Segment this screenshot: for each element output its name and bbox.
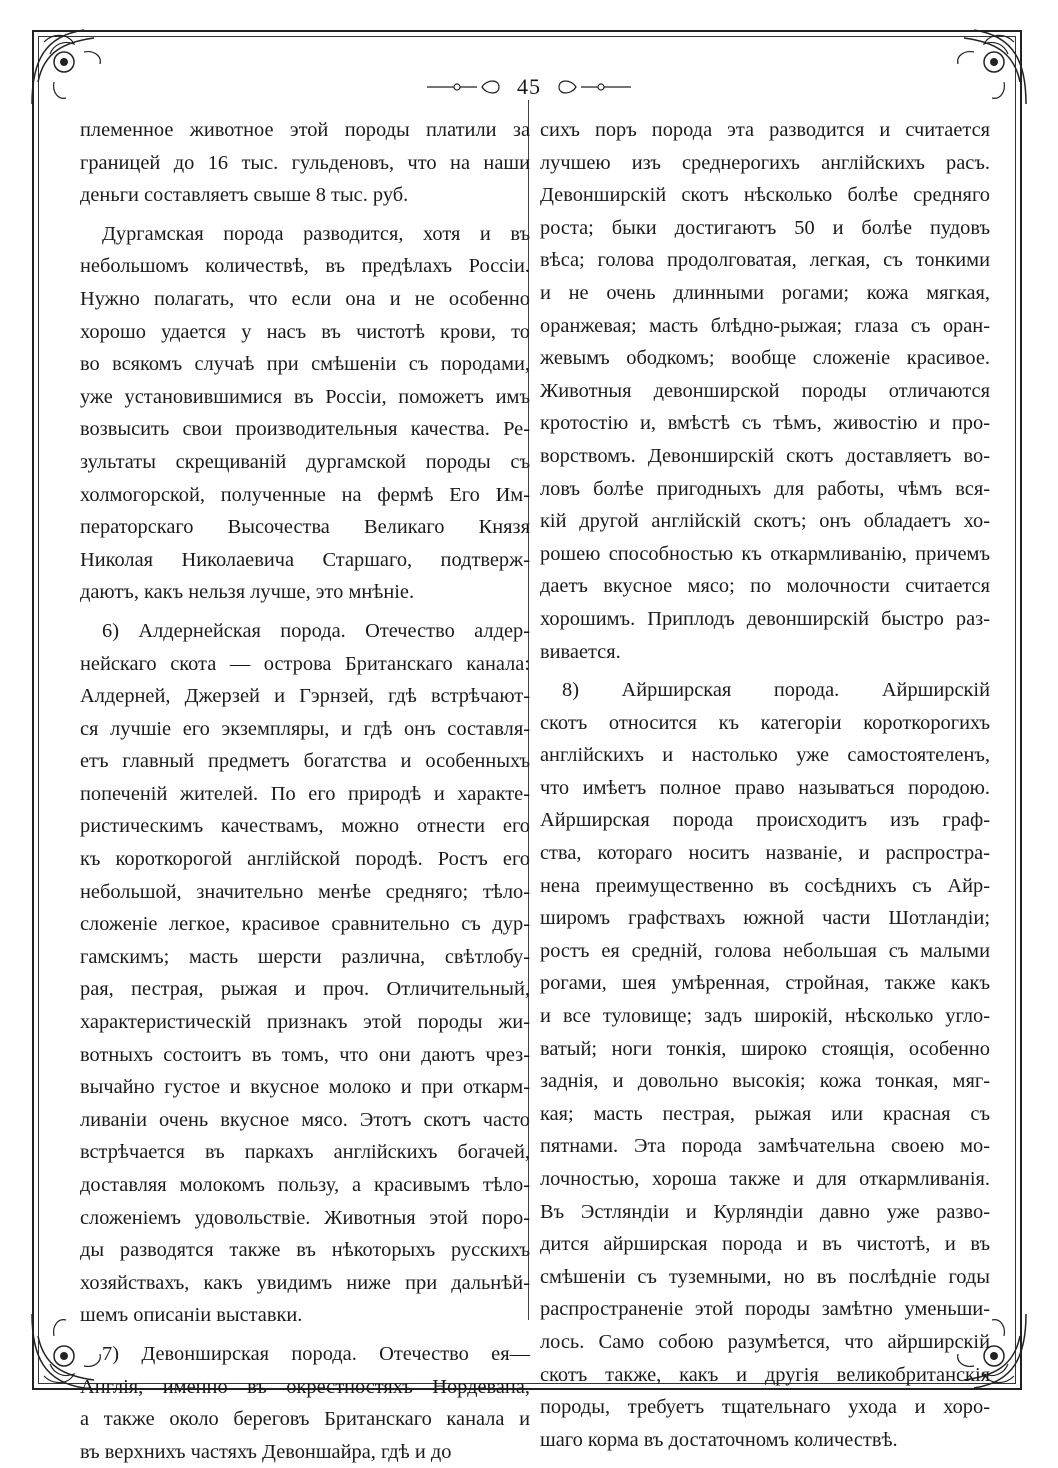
text-line: англійскихъ и настолько уже самостоятеленъ, [540,744,990,767]
text-line: характеристическій признакъ этой породы жи- [80,1011,530,1034]
page-header [0,74,1058,100]
text-line: рошею способностью къ откармливанію, причемъ [540,542,990,565]
text-line: Николая Николаевича Старшаго, подтверж- [80,548,530,571]
text-line: ворствомъ. Девонширскій скотъ доставляетъ во- [540,444,990,467]
text-line: ростъ ея средній, голова небольшая съ малыми [540,939,990,962]
text-line: вычайно густое и вкусное молоко и при откарм- [80,1076,530,1099]
page-number: 45 [517,74,541,99]
right-column [540,114,990,1456]
text-line: небольшой, значительно менѣе средняго; тѣло- [80,880,530,903]
text-line: границей до 16 тыс. гульденовъ, что на наши [80,151,530,174]
text-line: вивается. [540,640,621,663]
text-line: шаго корма въ достаточномъ количествѣ. [540,1428,898,1451]
text-line: хорошимъ. Приплодъ девонширскій быстро раз- [540,607,990,630]
text-line: вотныхъ состоитъ въ томъ, что они даютъ чрез- [80,1043,530,1066]
text-line: Дургамская порода разводится, хотя и въ [102,222,530,245]
text-line: зультаты скрещиваній дургамской породы съ [80,450,530,473]
text-line: лочностью, хороша также и для откармливанія. [540,1168,990,1190]
right-flourish-icon [551,77,631,97]
text-line: въ верхнихъ частяхъ Девоншайра, гдѣ и до [80,1440,452,1463]
text-line: ловъ болѣе пригодныхъ для работы, чѣмъ вся- [540,477,990,500]
text-line: лучшею изъ среднерогихъ англійскихъ расъ. [540,151,990,174]
text-line: даетъ вкусное мясо; по молочности считается [540,575,990,598]
text-line: ливаніи очень вкусное мясо. Этотъ скотъ часто [80,1108,530,1131]
text-line: скотъ относится къ категоріи короткорогихъ [540,711,990,734]
text-line: роста; быки достигаютъ 50 и болѣе пудовъ [540,216,990,239]
text-line: Айрширская порода происходитъ изъ граф- [540,809,990,832]
text-line: и не очень длинными рогами; кожа мягкая, [540,281,990,304]
text-line: ды разводятся также въ нѣкоторыхъ русскихъ [80,1239,530,1262]
text-line: гамскимъ; масть шерсти различна, свѣтлобу- [80,945,530,968]
text-line: доставляя молокомъ пользу, а красивымъ тѣло- [80,1174,530,1196]
text-line: небольшомъ количествѣ, въ предѣлахъ Россіи. [80,255,530,278]
text-line: 8) Айрширская порода. Айрширскій [562,679,990,702]
text-line: хозяйствахъ, какъ увидимъ ниже при дальнѣй- [80,1271,530,1294]
text-line: породы, требуетъ тщательнаго ухода и хоро- [540,1396,990,1419]
left-column [80,114,530,1468]
left-flourish-icon [427,77,507,97]
text-line: лось. Само собою разумѣется, что айрширскій [540,1330,990,1353]
text-line: ся лучшіе его экземпляры, и гдѣ онъ составля- [80,717,530,740]
text-line: 6) Алдернейская порода. Отечество алдер- [102,619,530,642]
text-line: етъ главный предметъ богатства и особенныхъ [80,750,530,773]
text-line: нейскаго скота — острова Британскаго канала: [80,652,530,675]
text-line: Нужно полагать, что если она и не особенно [80,287,530,310]
text-line: ватый; ноги тонкія, широко стоящія, особенно [540,1037,990,1060]
text-line: Англія, именно въ окрестностяхъ Нордевана, [80,1375,530,1398]
text-line: деньги составляетъ свыше 8 тыс. руб. [80,184,409,207]
text-line: сихъ поръ порода эта разводится и считается [540,119,990,141]
text-line: широмъ графствахъ южной части Шотландіи; [540,907,990,930]
text-line: рая, пестрая, рыжая и проч. Отличительный, [80,978,530,1001]
text-line: попеченій жителей. По его природѣ и характе- [80,782,530,805]
text-line: Животныя девонширской породы отличаются [540,379,990,402]
text-line: шемъ описаніи выставки. [80,1304,303,1327]
text-line: что имѣетъ полное право называться породою. [540,776,990,799]
text-line: сложеніемъ удовольствіе. Животныя этой поро- [80,1206,530,1229]
text-line: даютъ, какъ нельзя лучше, это мнѣніе. [80,581,415,604]
text-line: ристическимъ качествамъ, можно отнести его [80,815,530,838]
text-line: нена преимущественно въ сосѣднихъ съ Айр- [540,874,990,897]
text-line: рогами, шея умѣренная, стройная, также какъ [540,972,990,995]
text-line: 7) Девонширская порода. Отечество ея— [102,1342,530,1365]
text-line: кротостію и, вмѣстѣ съ тѣмъ, живостію и про- [540,412,990,435]
text-line: распространеніе этой породы замѣтно уменьши- [540,1298,990,1321]
text-line: возвысить свои производительныя качества. Ре- [80,418,530,441]
text-line: а также около береговъ Британскаго канала и [80,1408,530,1431]
text-line: ства, котораго носитъ названіе, и распростра- [540,842,990,865]
text-line: пятнами. Эта порода замѣчательна своею мо- [540,1135,990,1158]
text-line: сложеніе легкое, красивое сравнительно съ дур- [80,913,530,936]
text-line: во всякомъ случаѣ при смѣшеніи съ породами, [80,353,530,376]
text-line: жевымъ ободкомъ; вообще сложеніе красивое. [540,347,990,370]
text-line: заднія, и довольно высокія; кожа тонкая, мяг- [540,1070,990,1093]
text-line: кій другой англійскій скотъ; онъ обладаетъ хо- [540,510,990,533]
text-line: ператорскаго Высочества Великаго Князя [80,516,530,539]
text-line: Алдерней, Джерзей и Гэрнзей, гдѣ встрѣчают- [80,685,530,708]
text-line: кая; масть пестрая, рыжая или красная съ [540,1102,990,1125]
text-line: и все туловище; задъ широкій, нѣсколько угло- [540,1005,990,1028]
text-line: встрѣчается въ паркахъ англійскихъ богачей, [80,1141,530,1164]
text-line: хорошо удается у насъ въ чистотѣ крови, то [80,320,530,343]
text-line: племенное животное этой породы платили за [80,119,530,141]
text-line: смѣшеніи съ туземными, но въ послѣдніе годы [540,1265,990,1288]
text-line: скотъ также, какъ и другія великобританскія [540,1363,990,1386]
text-line: Девонширскій скотъ нѣсколько болѣе средняго [540,184,990,207]
text-line: холмогорской, полученные на фермѣ Его Им- [80,483,530,506]
text-line: дится айрширская порода и въ чистотѣ, и въ [540,1233,990,1256]
text-line: Въ Эстляндіи и Курляндіи давно уже разво- [540,1200,990,1223]
text-line: къ короткорогой англійской породѣ. Ростъ его [80,848,530,871]
text-line: вѣса; голова продолговатая, легкая, съ тонкими [540,249,990,272]
text-line: оранжевая; масть блѣдно-рыжая; глаза съ оран- [540,314,990,337]
text-line: уже установившимися въ Россіи, поможетъ имъ [80,385,530,408]
